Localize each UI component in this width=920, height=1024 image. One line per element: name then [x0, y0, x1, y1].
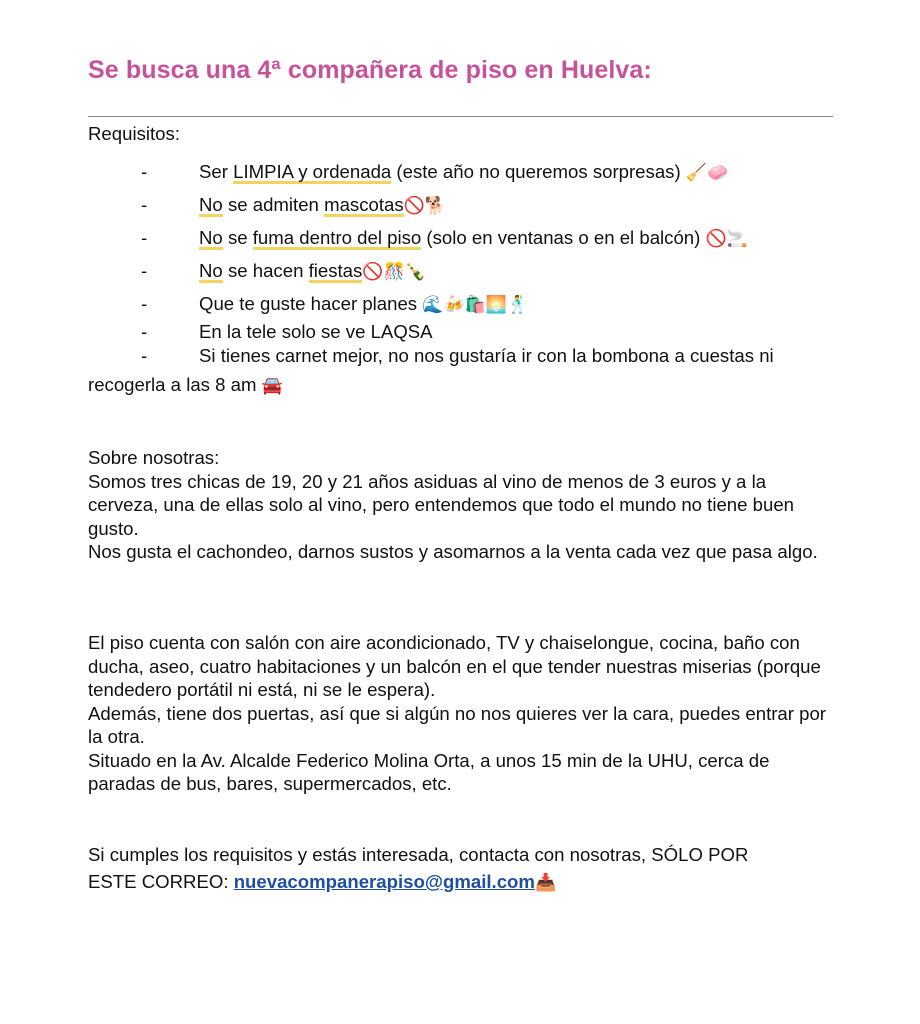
no-smoking-icon: 🚫🚬 [705, 229, 748, 248]
contact-text: ESTE CORREO: [88, 871, 234, 892]
req-text: Que te guste hacer planes [199, 293, 423, 314]
flat-paragraph: Además, tiene dos puertas, así que si algún no nos quieres ver la cara, puedes entrar por la otra. [88, 702, 826, 747]
highlighted-text: LIMPIA y ordenada [233, 161, 392, 182]
req-text: se hacen [222, 260, 309, 281]
inbox-tray-icon: 📥 [534, 873, 557, 892]
contact-text: Si cumples los requisitos y estás interesada, contacta con nosotras, SÓLO POR [88, 844, 749, 865]
contact-section [88, 841, 833, 896]
title-divider [88, 116, 833, 117]
highlighted-text: No [199, 194, 223, 215]
highlighted-text: fiestas [308, 260, 363, 281]
bullet-dash: - [141, 227, 148, 248]
email-link[interactable]: nuevacompanerapiso@gmail.com [233, 871, 535, 892]
requirements-label: Requisitos: [88, 123, 180, 144]
bullet-dash: - [141, 293, 148, 314]
about-paragraph: Nos gusta el cachondeo, darnos sustos y asomarnos a la venta cada vez que pasa algo. [88, 541, 818, 562]
flat-section [88, 631, 833, 796]
list-item [88, 226, 833, 259]
plans-icons: 🌊🍻🛍️🌅🕺 [422, 295, 529, 314]
flat-paragraph: Situado en la Av. Alcalde Federico Molina Orta, a unos 15 min de la UHU, cerca de paradas de bus, bares, supermercados, etc. [88, 749, 770, 794]
broom-soap-icon: 🧹🧼 [685, 163, 729, 182]
list-item [88, 160, 833, 193]
about-label: Sobre nosotras: [88, 447, 220, 468]
about-section [88, 446, 833, 564]
requirements-list [88, 160, 833, 401]
req-text: En la tele solo se ve LAQSA [199, 321, 433, 342]
req-text: Ser [199, 161, 234, 182]
list-item [88, 344, 833, 368]
highlighted-text: mascotas [324, 194, 404, 215]
list-item [88, 259, 833, 292]
highlighted-text: No [199, 260, 223, 281]
car-icon: 🚘 [261, 376, 283, 395]
bullet-dash: - [141, 161, 148, 182]
flat-paragraph: El piso cuenta con salón con aire acondicionado, TV y chaiselongue, cocina, baño con ducha, aseo, cuatro habitaciones y un balcón en el que tender nuestras miserias (porque tendedero portátil ni está, ni se le espera). [88, 632, 821, 700]
about-paragraph: Somos tres chicas de 19, 20 y 21 años asiduas al vino de menos de 3 euros y a la cerveza, una de ellas solo al vino, pero entendemos que todo el mundo no tiene buen gusto. [88, 470, 795, 539]
list-item [88, 292, 833, 320]
req-text: Si tienes carnet mejor, no nos gustaría ir con la bombona a cuestas ni [199, 345, 774, 366]
list-item [88, 320, 833, 344]
bullet-dash: - [141, 194, 148, 215]
req-text: se [222, 227, 253, 248]
highlighted-text: fuma dentro del piso [252, 227, 422, 248]
bullet-dash: - [141, 321, 148, 342]
page-title: Se busca una 4ª compañera de piso en Huelva: [88, 56, 652, 84]
req-text: se admiten [222, 194, 325, 215]
no-party-icon: 🚫🎊🍾 [362, 262, 426, 281]
list-item [88, 193, 833, 226]
req-text: recogerla a las 8 am [88, 374, 262, 395]
no-pets-icon: 🚫🐕 [403, 196, 446, 215]
bullet-dash: - [141, 260, 148, 281]
bullet-dash: - [141, 345, 148, 366]
req-text: (este año no queremos sorpresas) [391, 161, 686, 182]
req-text: (solo en ventanas o en el balcón) [421, 227, 706, 248]
list-item-continuation [88, 368, 833, 401]
highlighted-text: No [199, 227, 223, 248]
